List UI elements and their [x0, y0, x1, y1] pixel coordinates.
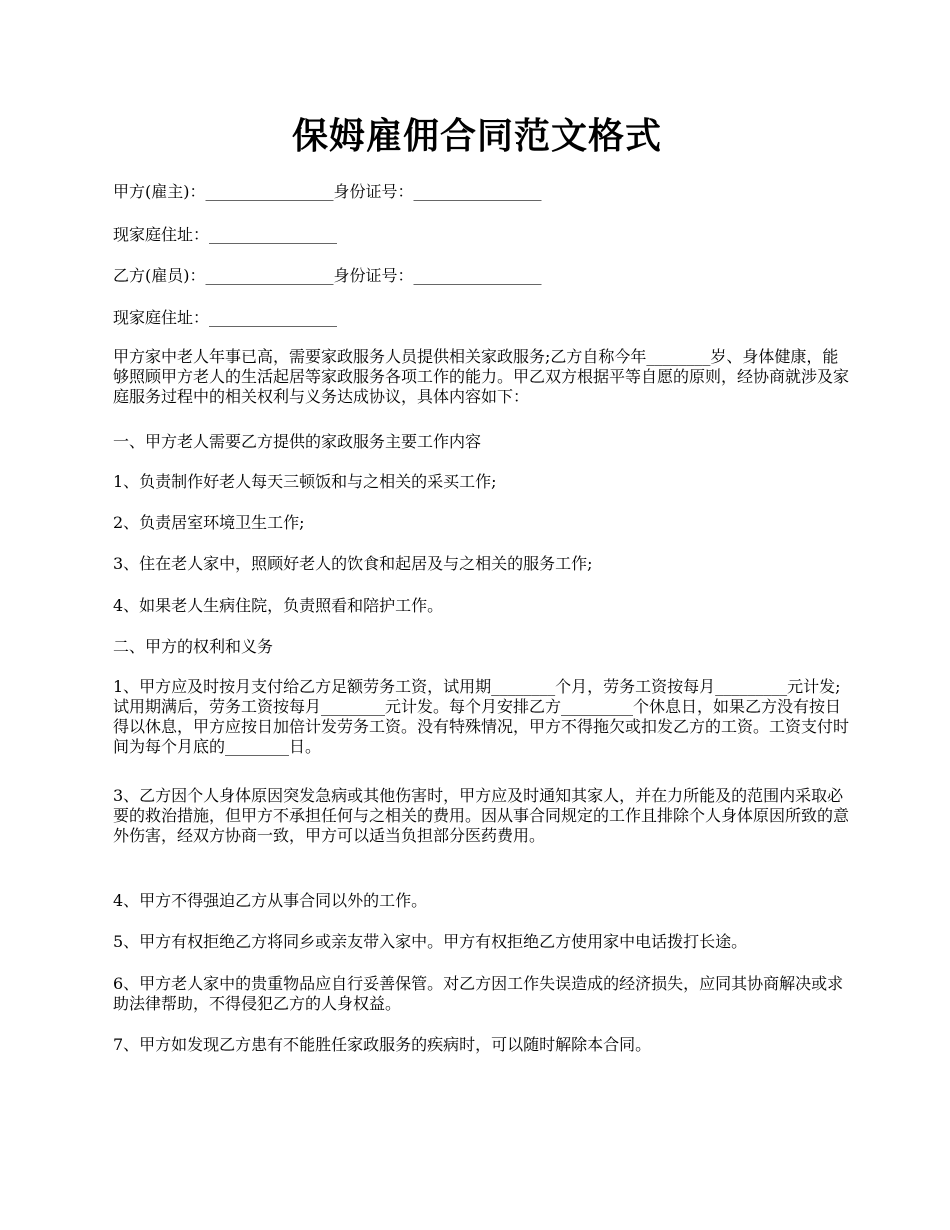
document-title: 保姆雇佣合同范文格式	[291, 115, 662, 157]
document-page	[113, 0, 853, 1054]
list-item: 5、甲方有权拒绝乙方将同乡或亲友带入家中。甲方有权拒绝乙方使用家中电话拨打长途。	[113, 932, 748, 951]
party-b-address: 现家庭住址：________________	[113, 308, 338, 327]
list-item: 1、负责制作好老人每天三顿饭和与之相关的采买工作;	[113, 472, 497, 491]
list-item: 4、甲方不得强迫乙方从事合同以外的工作。	[113, 891, 428, 910]
list-item: 3、住在老人家中，照顾好老人的饮食和起居及与之相关的服务工作;	[113, 554, 593, 573]
list-item: 1、甲方应及时按月支付给乙方足额劳务工资，试用期________个月，劳务工资按每月_________元计发;试用期满后，劳务工资按每月________元计发。每个月安排乙方_________个休息日，如果乙方没有按日得以休息，甲方应按日加倍计发劳务工资。没有特殊情况，甲方不得拖欠或扣发乙方的工资。工资支付时间为每个月底的________日。	[113, 677, 850, 756]
list-item: 7、甲方如发现乙方患有不能胜任家政服务的疾病时，可以随时解除本合同。	[113, 1035, 652, 1054]
list-item: 3、乙方因个人身体原因突发急病或其他伤害时，甲方应及时通知其家人，并在力所能及的范围内采取必要的救治措施，但甲方不承担任何与之相关的费用。因从事合同规定的工作且排除个人身体原因所致的意外伤害，经双方协商一致，甲方可以适当负担部分医药费用。	[113, 786, 850, 845]
party-b-line: 乙方(雇员)：________________身份证号：________________	[113, 266, 542, 285]
section-heading-2: 二、甲方的权利和义务	[113, 637, 274, 656]
section-heading-1: 一、甲方老人需要乙方提供的家政服务主要工作内容	[113, 432, 482, 451]
list-item: 2、负责居室环境卫生工作;	[113, 513, 305, 532]
list-item: 4、如果老人生病住院，负责照看和陪护工作。	[113, 596, 444, 615]
list-item: 6、甲方老人家中的贵重物品应自行妥善保管。对乙方因工作失误造成的经济损失，应同其协商解决或求助法律帮助，不得侵犯乙方的人身权益。	[113, 974, 844, 1013]
party-a-line: 甲方(雇主)：________________身份证号：________________	[113, 182, 542, 201]
intro-paragraph: 甲方家中老人年事已高，需要家政服务人员提供相关家政服务;乙方自称今年________岁、身体健康，能够照顾甲方老人的生活起居等家政服务各项工作的能力。甲乙双方根据平等自愿的原则，经协商就涉及家庭服务过程中的相关权利与义务达成协议，具体内容如下：	[113, 347, 850, 406]
party-a-address: 现家庭住址：________________	[113, 225, 338, 244]
